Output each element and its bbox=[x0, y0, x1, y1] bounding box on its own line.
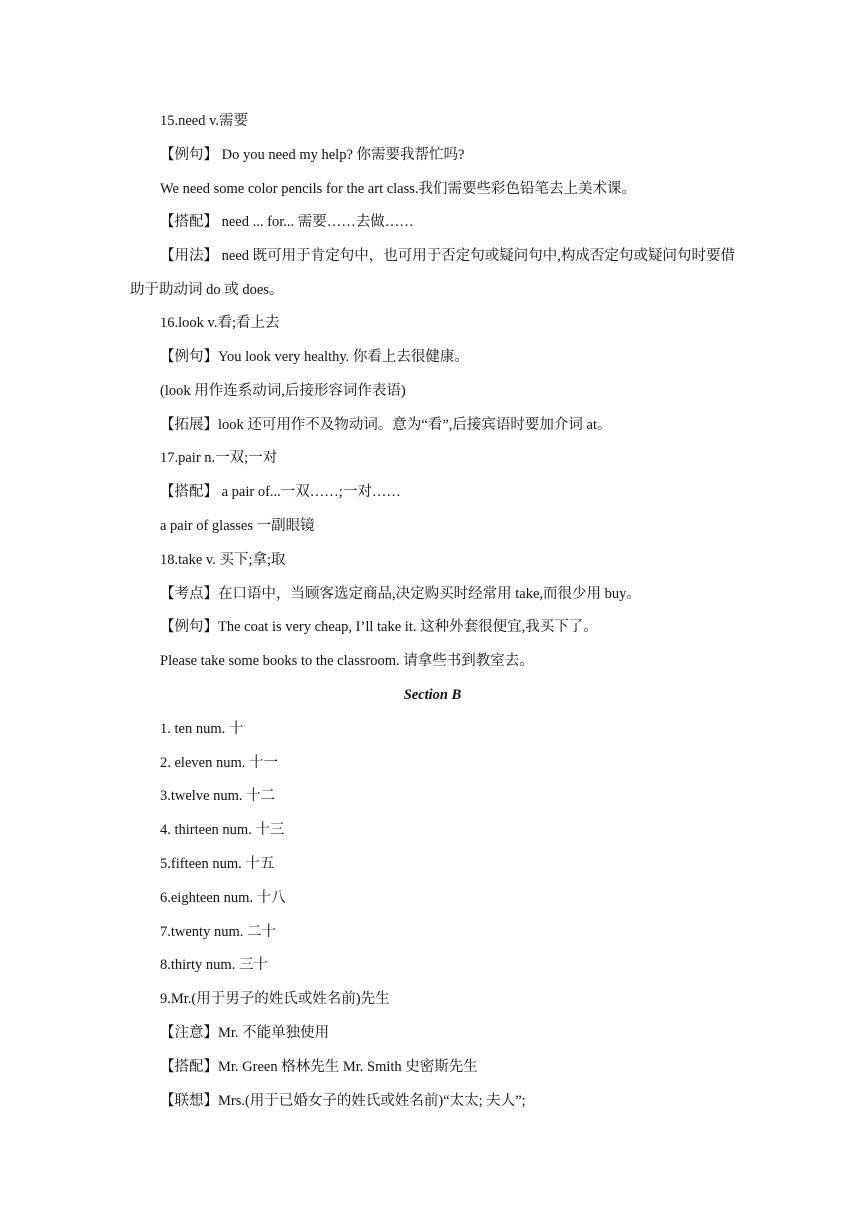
usage-note: 【用法】 need 既可用于肯定句中，也可用于否定句或疑问句中,构成否定句或疑问句时要借助于助动词 do 或 does。 bbox=[130, 248, 735, 299]
exam-point-note: 【考点】在口语中，当顾客选定商品,决定购买时经常用 take,而很少用 buy。 bbox=[160, 585, 641, 602]
section-heading: Section B bbox=[403, 686, 462, 703]
collocation-note: 【搭配】 need ... for... 需要……去做…… bbox=[160, 214, 414, 231]
collocation-note: 【搭配】Mr. Green 格林先生 Mr. Smith 史密斯先生 bbox=[160, 1058, 478, 1075]
vocab-entry-pair: 17.pair n.一双;一对 bbox=[160, 450, 278, 467]
document-body bbox=[130, 109, 735, 1122]
vocab-entry-twelve: 3.twelve num. 十二 bbox=[160, 788, 276, 805]
example-sentence: 【例句】The coat is very cheap, I’ll take it. 这种外套很便宜,我买下了。 bbox=[160, 619, 598, 636]
grammar-note: (look 用作连系动词,后接形容词作表语) bbox=[160, 382, 406, 399]
vocab-entry-twenty: 7.twenty num. 二十 bbox=[160, 923, 276, 940]
vocab-entry-eleven: 2. eleven num. 十一 bbox=[160, 754, 278, 771]
vocab-entry-ten: 1. ten num. 十 bbox=[160, 720, 244, 737]
vocab-entry-fifteen: 5.fifteen num. 十五 bbox=[160, 855, 275, 872]
example-phrase: a pair of glasses 一副眼镜 bbox=[160, 517, 315, 534]
vocab-entry-thirteen: 4. thirteen num. 十三 bbox=[160, 822, 285, 839]
vocab-entry-eighteen: 6.eighteen num. 十八 bbox=[160, 889, 286, 906]
example-sentence: 【例句】You look very healthy. 你看上去很健康。 bbox=[160, 348, 469, 365]
example-sentence: We need some color pencils for the art class.我们需要些彩色铅笔去上美术课。 bbox=[160, 180, 637, 197]
vocab-entry-thirty: 8.thirty num. 三十 bbox=[160, 957, 268, 974]
vocab-entry-mr: 9.Mr.(用于男子的姓氏或姓名前)先生 bbox=[160, 991, 390, 1008]
attention-note: 【注意】Mr. 不能单独使用 bbox=[160, 1024, 330, 1041]
extension-note: 【拓展】look 还可用作不及物动词。意为“看”,后接宾语时要加介词 at。 bbox=[160, 416, 612, 433]
example-sentence: Please take some books to the classroom. 请拿些书到教室去。 bbox=[160, 653, 534, 670]
example-sentence: 【例句】 Do you need my help? 你需要我帮忙吗? bbox=[160, 146, 465, 163]
collocation-note: 【搭配】 a pair of...一双……;一对…… bbox=[160, 484, 401, 501]
association-note: 【联想】Mrs.(用于已婚女子的姓氏或姓名前)“太太; 夫人”; bbox=[160, 1092, 526, 1109]
vocab-entry-look: 16.look v.看;看上去 bbox=[160, 315, 280, 332]
vocab-entry-take: 18.take v. 买下;拿;取 bbox=[160, 551, 286, 568]
vocab-entry-need: 15.need v.需要 bbox=[160, 113, 249, 129]
